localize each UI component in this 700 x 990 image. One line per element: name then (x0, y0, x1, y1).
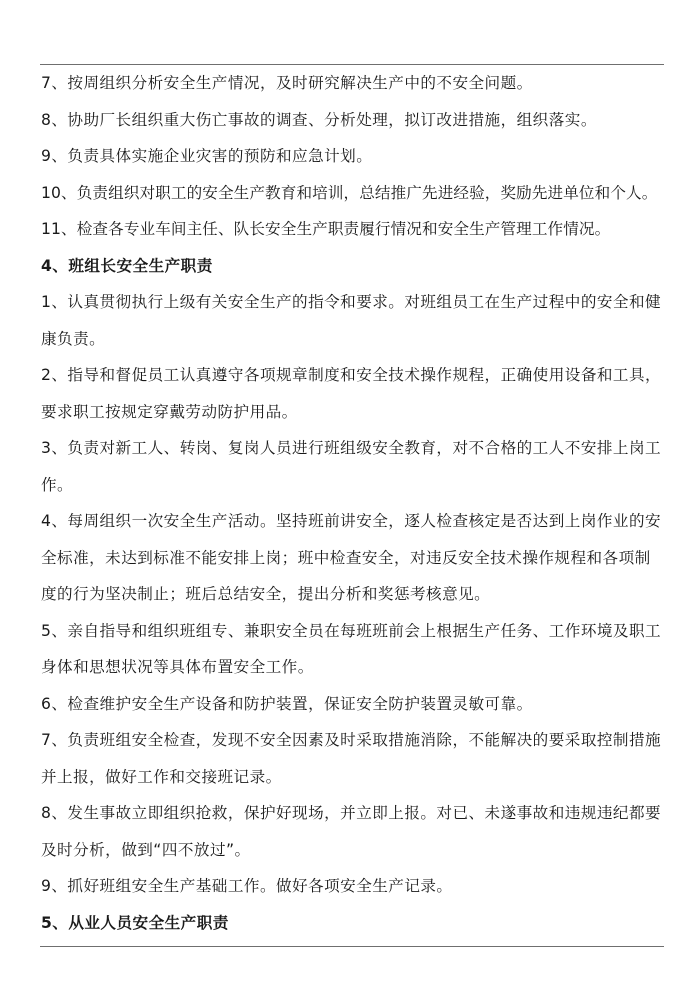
paragraph-team-leader-2: 2、指导和督促员工认真遵守各项规章制度和安全技术操作规程，正确使用设备和工具，要求职工按规定穿戴劳动防护用品。 (41, 366, 662, 421)
paragraph-item-11: 11、检查各专业车间主任、队长安全生产职责履行情况和安全生产管理工作情况。 (41, 220, 611, 238)
paragraph-team-leader-7: 7、负责班组安全检查，发现不安全因素及时采取措施消除，不能解决的要采取控制措施并上报，做好工作和交接班记录。 (41, 731, 662, 786)
document-body (41, 65, 665, 941)
paragraph-team-leader-3: 3、负责对新工人、转岗、复岗人员进行班组级安全教育，对不合格的工人不安排上岗工作。 (41, 439, 662, 494)
paragraph-team-leader-4: 4、每周组织一次安全生产活动。坚持班前讲安全，逐人检查核定是否达到上岗作业的安全标准，未达到标准不能安排上岗；班中检查安全，对违反安全技术操作规程和各项制度的行为坚决制止；班后总结安全，提出分析和奖惩考核意见。 (41, 512, 662, 603)
section-heading-4: 4、班组长安全生产职责 (41, 256, 213, 275)
paragraph-team-leader-6: 6、检查维护安全生产设备和防护装置，保证安全防护装置灵敏可靠。 (41, 694, 533, 713)
paragraph-team-leader-1: 1、认真贯彻执行上级有关安全生产的指令和要求。对班组员工在生产过程中的安全和健康负责。 (41, 293, 662, 348)
paragraph-item-10: 10、负责组织对职工的安全生产教育和培训，总结推广先进经验，奖励先进单位和个人。 (41, 183, 658, 202)
paragraph-item-7: 7、按周组织分析安全生产情况，及时研究解决生产中的不安全问题。 (41, 74, 533, 92)
bottom-rule (40, 946, 664, 947)
paragraph-team-leader-5: 5、亲自指导和组织班组专、兼职安全员在每班班前会上根据生产任务、工作环境及职工身体和思想状况等具体布置安全工作。 (41, 621, 662, 676)
paragraph-item-8: 8、协助厂长组织重大伤亡事故的调查、分析处理，拟订改进措施，组织落实。 (41, 110, 597, 129)
section-heading-5: 5、从业人员安全生产职责 (41, 913, 229, 932)
paragraph-team-leader-9: 9、抓好班组安全生产基础工作。做好各项安全生产记录。 (41, 877, 453, 895)
paragraph-item-9: 9、负责具体实施企业灾害的预防和应急计划。 (41, 147, 373, 165)
paragraph-team-leader-8: 8、发生事故立即组织抢救，保护好现场，并立即上报。对已、未遂事故和违规违纪都要及时分析，做到“四不放过”。 (41, 804, 662, 859)
